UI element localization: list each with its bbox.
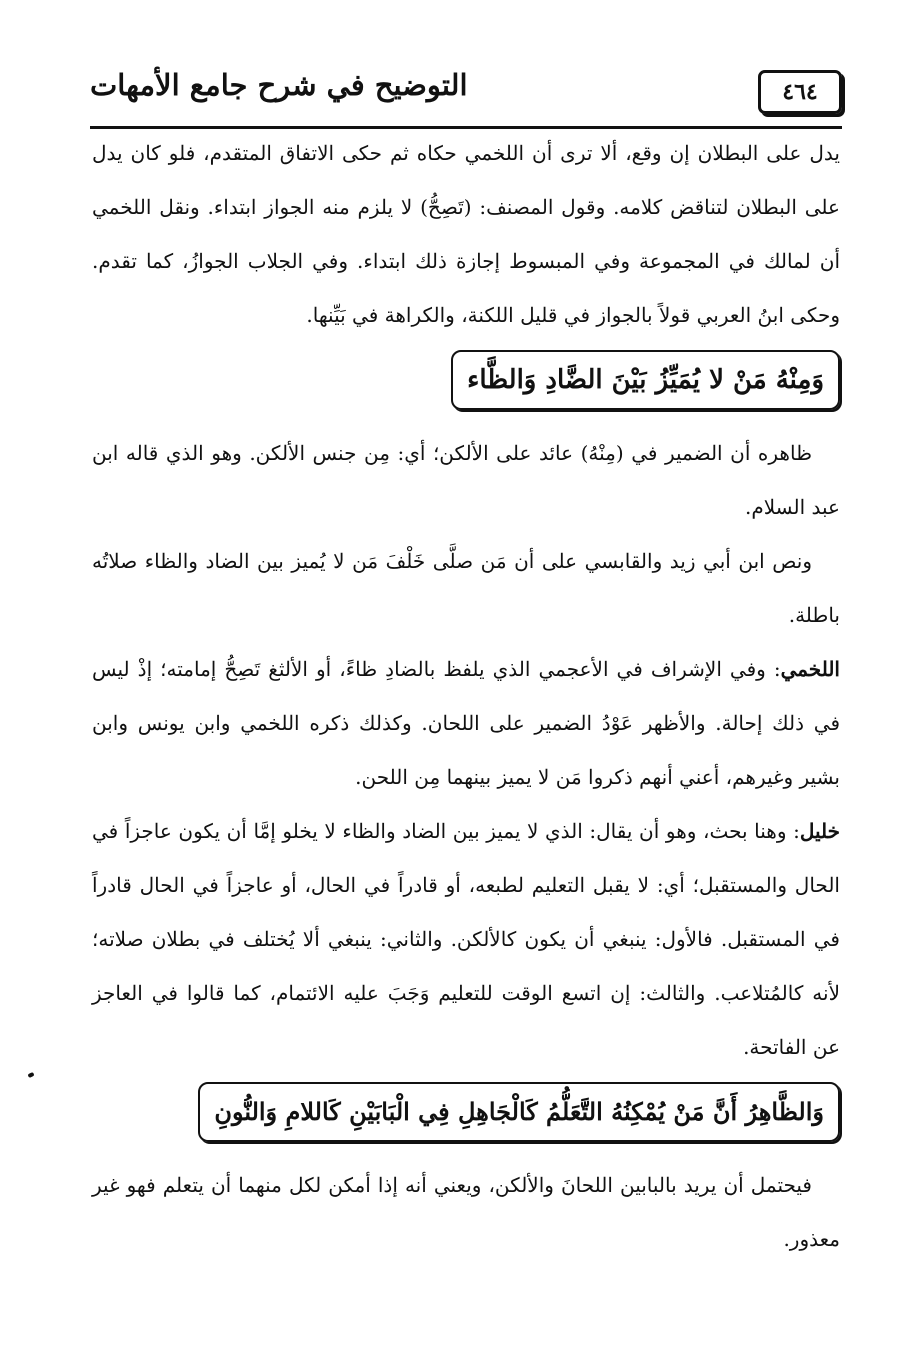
paragraph — [92, 426, 840, 534]
paragraph — [92, 804, 840, 1074]
paragraph-text: : وهنا بحث، وهو أن يقال: الذي لا يميز بين الضاد والظاء لا يخلو إمَّا أن يكون عاجزاً في الحال والمستقبل؛ أي: لا يقبل التعليم لطبعه، أو قادراً في الحال، أو عاجزاً في الحال قادراً في المستقبل. فالأول: ينبغي أن يكون كالألكن. والثاني: ينبغي ألا يُختلف في بطلان صلاته؛ لأنه كالمُتلاعب. والثالث: إن اتسع الوقت للتعليم وَجَبَ عليه الائتمام، كما قالوا في العاجز عن الفاتحة. — [92, 819, 840, 1059]
ink-mark — [27, 1072, 34, 1078]
paragraph — [92, 642, 840, 804]
running-title: التوضيح في شرح جامع الأمهات — [90, 68, 468, 102]
paragraph-text: ونص ابن أبي زيد والقابسي على أن مَن صلَّى خَلْفَ مَن لا يُميز بين الضاد والظاء صلاتُه باطلة. — [92, 549, 840, 627]
main-text — [92, 126, 840, 1266]
paragraph: فيحتمل أن يريد بالبابين اللحانَ والألكن، ويعني أنه إذا أمكن لكل منهما أن يتعلم فهو غير معذور. — [92, 1173, 840, 1251]
page-header — [90, 62, 842, 129]
matn-quote-box: وَمِنْهُ مَنْ لا يُمَيِّزُ بَيْنَ الضَّادِ وَالظَّاء — [451, 350, 840, 410]
paragraph-lead-speaker: خليل — [799, 819, 840, 843]
page-number-box: ٤٦٤ — [758, 70, 842, 114]
paragraph-text: ظاهره أن الضمير في (مِنْهُ) عائد على الألكن؛ أي: مِن جنس الألكن. وهو الذي قاله ابن عبد السلام. — [92, 441, 840, 519]
matn-box-container — [92, 350, 840, 416]
paragraph — [92, 534, 840, 642]
paragraph-text: : وفي الإشراف في الأعجمي الذي يلفظ بالضادِ ظاءً، أو الألثغ تَصِحُّ إمامته؛ إذْ ليس في ذلك إحالة. والأظهر عَوْدُ الضمير على اللحان. وكذلك ذكره اللخمي وابن يونس وابن بشير وغيرهم، أعني أنهم ذكروا مَن لا يميز بينهما مِن اللحن. — [92, 657, 840, 789]
matn-quote-box: وَالظَّاهِرُ أَنَّ مَنْ يُمْكِنُهُ التَّعَلُّمُ كَالْجَاهِلِ فِي الْبَابَيْنِ كَاللامِ وَالنُّونِ — [198, 1082, 840, 1142]
matn-box-container — [92, 1082, 840, 1148]
paragraph-lead-speaker: اللخمي — [780, 657, 840, 681]
paragraph-continuation: يدل على البطلان إن وقع، ألا ترى أن اللخمي حكاه ثم حكى الاتفاق المتقدم، فلو كان يدل على البطلان لتناقض كلامه. وقول المصنف: (تَصِحُّ) لا يلزم منه الجواز ابتداء. ونقل اللخمي أن لمالك في المجموعة وفي المبسوط إجازة ذلك ابتداء. وفي الجلاب الجوازُ، كما تقدم. وحكى ابنُ العربي قولاً بالجواز في قليل اللكنة، والكراهة في بَيِّنها. — [92, 141, 840, 327]
